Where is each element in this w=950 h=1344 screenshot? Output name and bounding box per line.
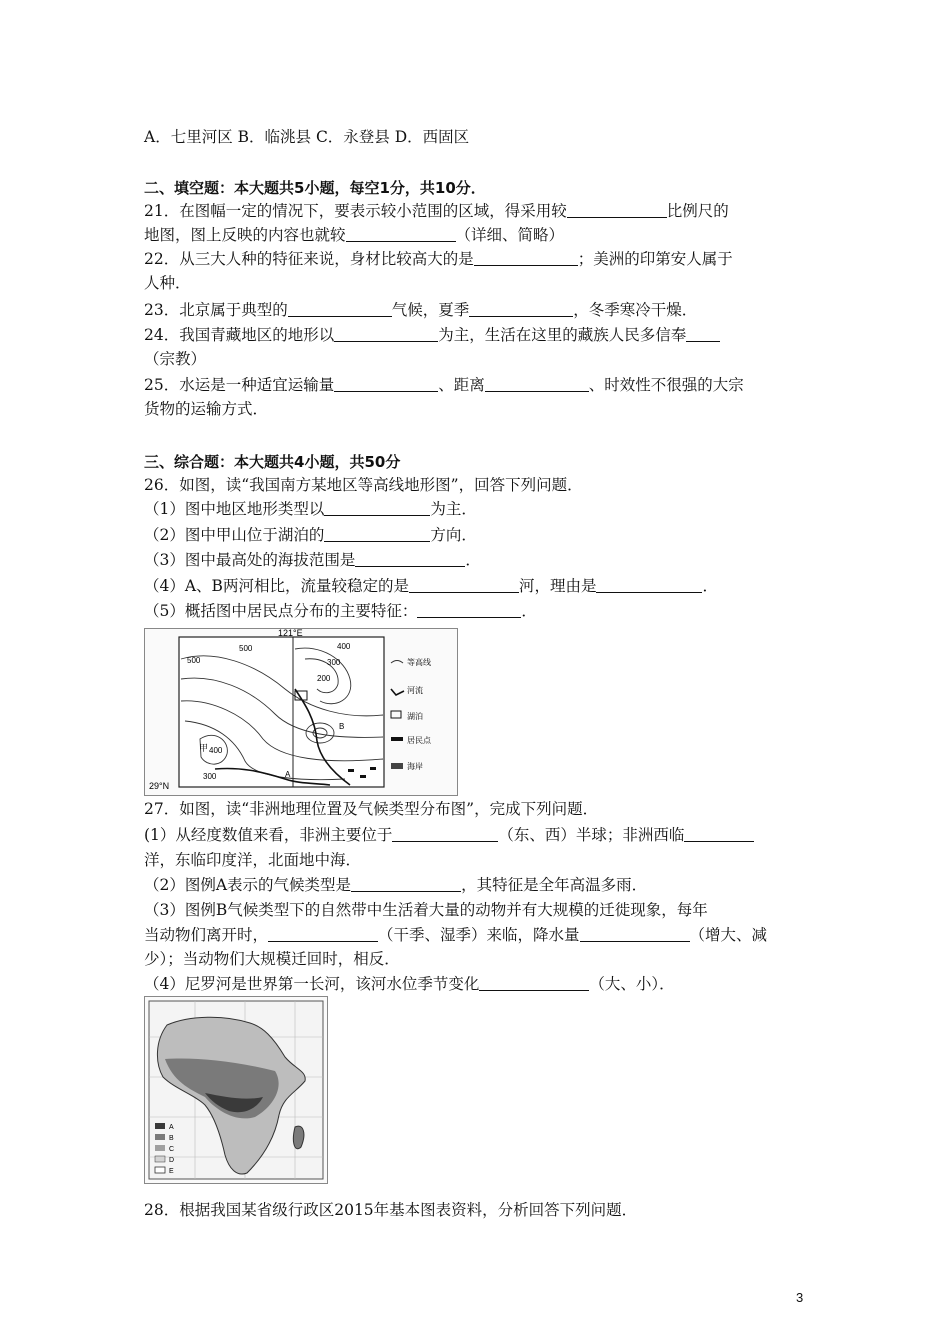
q26-part1: （1）图中地区地形类型以 为主． bbox=[144, 500, 477, 518]
answer-blank[interactable] bbox=[355, 551, 465, 567]
q25-line1: 25．水运是一种适宜运输量 、距离 、时效性不很强的大宗 bbox=[144, 376, 744, 394]
legend-text: 湖泊 bbox=[407, 712, 423, 721]
legend-text: D bbox=[169, 1157, 175, 1164]
contour-label: 500 bbox=[187, 656, 201, 665]
answer-blank[interactable] bbox=[334, 326, 438, 342]
contour-label: 300 bbox=[327, 658, 341, 667]
answer-blank[interactable] bbox=[324, 526, 430, 542]
river-a-label: A bbox=[285, 770, 291, 779]
q21-line1: 21．在图幅一定的情况下，要表示较小范围的区域，得采用较 比例尺的 bbox=[144, 202, 729, 220]
q27-part3-line1: （3）图例B气候类型下的自然带中生活着大量的动物并有大规模的迁徙现象，每年 bbox=[144, 901, 708, 919]
contour-label: 400 bbox=[209, 746, 223, 755]
legend-swatch bbox=[155, 1123, 165, 1129]
answer-blank[interactable] bbox=[334, 376, 438, 392]
legend-swatch bbox=[155, 1167, 165, 1173]
river-b-label: B bbox=[339, 722, 345, 731]
q27-part3-line3: 少）；当动物们大规模迁回时，相反． bbox=[144, 950, 400, 968]
legend-swatch bbox=[155, 1156, 165, 1162]
q26-part5: （5）概括图中居民点分布的主要特征： ． bbox=[144, 602, 537, 620]
legend-text: C bbox=[169, 1146, 175, 1153]
africa-climate-map bbox=[144, 996, 328, 1184]
answer-blank[interactable] bbox=[288, 301, 392, 317]
q27-part2: （2）图例A表示的气候类型是 ，其特征是全年高温多雨． bbox=[144, 876, 648, 894]
answer-blank[interactable] bbox=[596, 577, 702, 593]
q27-part4: （4）尼罗河是世界第一长河，该河水位季节变化 （大、小）． bbox=[144, 975, 675, 993]
legend-coast-symbol bbox=[391, 763, 403, 769]
contour-map bbox=[144, 628, 458, 796]
legend-text: E bbox=[169, 1168, 174, 1175]
page-number: 3 bbox=[796, 1290, 804, 1305]
answer-blank[interactable] bbox=[479, 975, 589, 991]
legend-text: 海岸 bbox=[407, 762, 423, 771]
q22-line2: 人种． bbox=[144, 274, 191, 292]
q25-line2: 货物的运输方式． bbox=[144, 400, 269, 418]
q23-line: 23．北京属于典型的 气候，夏季 ，冬季寒冷干燥． bbox=[144, 301, 698, 319]
answer-blank[interactable] bbox=[409, 577, 519, 593]
q27-part1-line2: 洋，东临印度洋，北面地中海． bbox=[144, 851, 362, 869]
answer-blank[interactable] bbox=[417, 602, 521, 618]
latitude-label: 29°N bbox=[149, 781, 170, 791]
q21-line2: 地图，图上反映的内容也就较 （详细、简略） bbox=[144, 226, 565, 244]
legend-swatch bbox=[155, 1134, 165, 1140]
answer-blank[interactable] bbox=[469, 301, 573, 317]
answer-blank[interactable] bbox=[567, 202, 667, 218]
q26-part3: （3）图中最高处的海拔范围是 ． bbox=[144, 551, 481, 569]
answer-blank[interactable] bbox=[268, 926, 378, 942]
contour-map-legend bbox=[391, 657, 432, 771]
africa-map-figure bbox=[145, 997, 327, 1183]
q24-line1: 24．我国青藏地区的地形以 为主，生活在这里的藏族人民多信奉 bbox=[144, 324, 720, 346]
contour-label: 500 bbox=[239, 644, 253, 653]
answer-blank[interactable] bbox=[485, 376, 589, 392]
contour-label: 300 bbox=[203, 772, 217, 781]
meridian-label: 121°E bbox=[278, 629, 303, 638]
map-frame bbox=[179, 637, 384, 787]
legend-lake-symbol bbox=[391, 711, 401, 718]
answer-blank[interactable] bbox=[324, 500, 430, 516]
q27-part3-line2: 当动物们离开时， （干季、湿季）来临，降水量 （增大、减 bbox=[144, 926, 768, 944]
legend-settlement-symbol bbox=[391, 737, 403, 741]
q27-part1-line1: (1）从经度数值来看，非洲主要位于 （东、西）半球；非洲西临 bbox=[144, 824, 754, 846]
answer-options: A．七里河区 B．临洮县 C．永登县 D．西固区 bbox=[144, 128, 470, 146]
legend-text: 居民点 bbox=[407, 736, 431, 745]
section3-heading: 三、综合题：本大题共4小题，共50分 bbox=[144, 453, 401, 471]
q22-line1: 22．从三大人种的特征来说，身材比较高大的是 ；美洲的印第安人属于 bbox=[144, 250, 733, 268]
contour-label: 400 bbox=[337, 642, 351, 651]
legend-text: A bbox=[169, 1124, 174, 1131]
answer-blank[interactable] bbox=[686, 326, 720, 342]
answer-blank[interactable] bbox=[580, 926, 690, 942]
legend-river-symbol bbox=[391, 689, 404, 695]
contour-label: 200 bbox=[317, 674, 331, 683]
section2-heading: 二、填空题：本大题共5小题，每空1分，共10分． bbox=[144, 179, 486, 197]
legend-text: 等高线 bbox=[407, 658, 431, 667]
legend-text: 河流 bbox=[407, 686, 423, 695]
q27-intro: 27．如图，读“非洲地理位置及气候类型分布图”，完成下列问题． bbox=[144, 800, 599, 818]
answer-blank[interactable] bbox=[474, 250, 578, 266]
contour-map-figure bbox=[145, 629, 457, 795]
legend-text: B bbox=[169, 1135, 174, 1142]
mountain-jia-label: 甲 bbox=[199, 744, 209, 754]
legend-swatch bbox=[155, 1145, 165, 1151]
q26-part4: （4）A、B两河相比，流量较稳定的是 河，理由是 ． bbox=[144, 577, 718, 595]
answer-blank[interactable] bbox=[684, 826, 754, 842]
q24-line2: （宗教） bbox=[144, 350, 207, 368]
q26-intro: 26．如图，读“我国南方某地区等高线地形图”，回答下列问题． bbox=[144, 476, 583, 494]
answer-blank[interactable] bbox=[392, 826, 498, 842]
answer-blank[interactable] bbox=[346, 226, 456, 242]
q26-part2: （2）图中甲山位于湖泊的 方向． bbox=[144, 526, 477, 544]
q28-line: 28．根据我国某省级行政区2015年基本图表资料，分析回答下列问题． bbox=[144, 1201, 638, 1219]
legend-contour-symbol bbox=[391, 661, 403, 664]
answer-blank[interactable] bbox=[351, 876, 461, 892]
